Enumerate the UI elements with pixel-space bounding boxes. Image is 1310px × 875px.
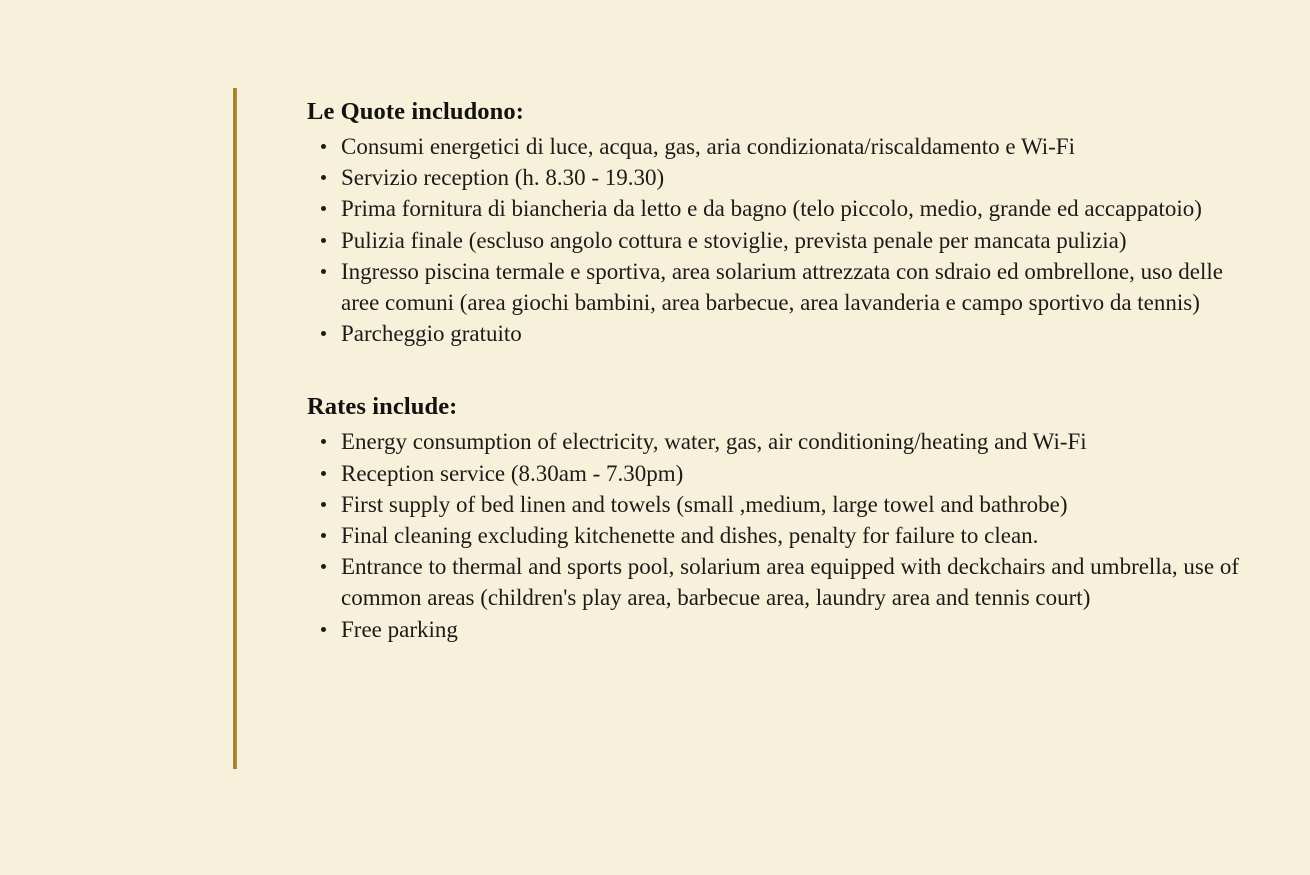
- list-item-text: Entrance to thermal and sports pool, solarium area equipped with deckchairs and umbrella, use of common areas (children's play area, barbecue area, laundry area and tennis court): [341, 554, 1239, 611]
- list-item: [307, 614, 1242, 645]
- bullet-dot-icon: [321, 175, 326, 180]
- list-item-text: Final cleaning excluding kitchenette and dishes, penalty for failure to clean.: [341, 523, 1039, 549]
- bullet-list-italian: [307, 131, 1242, 349]
- list-item-text: First supply of bed linen and towels (small ,medium, large towel and bathrobe): [341, 491, 1068, 517]
- list-item: [307, 256, 1242, 318]
- list-item: [307, 318, 1242, 349]
- list-item: [307, 458, 1242, 489]
- section-italian: [307, 96, 1242, 349]
- bullet-dot-icon: [321, 533, 326, 538]
- list-item-text: Ingresso piscina termale e sportiva, area solarium attrezzata con sdraio ed ombrellone, uso delle aree comuni (area giochi bambini, area barbecue, area lavanderia e campo sportivo da tennis): [341, 258, 1223, 316]
- list-item-text: Prima fornitura di biancheria da letto e da bagno (telo piccolo, medio, grande ed accappatoio): [341, 196, 1202, 222]
- bullet-dot-icon: [321, 269, 326, 274]
- list-item: [307, 193, 1242, 224]
- list-item-text: Reception service (8.30am - 7.30pm): [341, 460, 684, 486]
- content-column: [307, 96, 1242, 645]
- list-item-text: Free parking: [341, 616, 458, 642]
- list-item: [307, 489, 1242, 520]
- list-item-text: Consumi energetici di luce, acqua, gas, aria condizionata/riscaldamento e Wi-Fi: [341, 134, 1075, 159]
- list-item: [307, 131, 1242, 162]
- section-heading-english: Rates include:: [307, 393, 458, 421]
- bullet-dot-icon: [321, 627, 326, 632]
- bullet-dot-icon: [321, 206, 326, 211]
- list-item-text: Parcheggio gratuito: [341, 321, 522, 347]
- bullet-list-english: [307, 426, 1242, 644]
- bullet-dot-icon: [321, 331, 326, 336]
- bullet-dot-icon: [321, 238, 326, 243]
- list-item-text: Servizio reception (h. 8.30 - 19.30): [341, 165, 665, 191]
- list-item-text: Pulizia finale (escluso angolo cottura e stoviglie, prevista penale per mancata pulizia): [341, 227, 1127, 253]
- bullet-dot-icon: [321, 471, 326, 476]
- section-english: [307, 391, 1242, 644]
- list-item-text: Energy consumption of electricity, water, gas, air conditioning/heating and Wi-Fi: [341, 429, 1087, 455]
- vertical-accent-bar: [233, 88, 237, 769]
- bullet-dot-icon: [321, 564, 326, 569]
- list-item: [307, 551, 1242, 613]
- section-heading-italian: Le Quote includono:: [307, 98, 524, 125]
- bullet-dot-icon: [321, 144, 326, 149]
- list-item: [307, 225, 1242, 256]
- list-item: [307, 162, 1242, 193]
- bullet-dot-icon: [321, 502, 326, 507]
- list-item: [307, 426, 1242, 457]
- list-item: [307, 520, 1242, 551]
- bullet-dot-icon: [321, 439, 326, 444]
